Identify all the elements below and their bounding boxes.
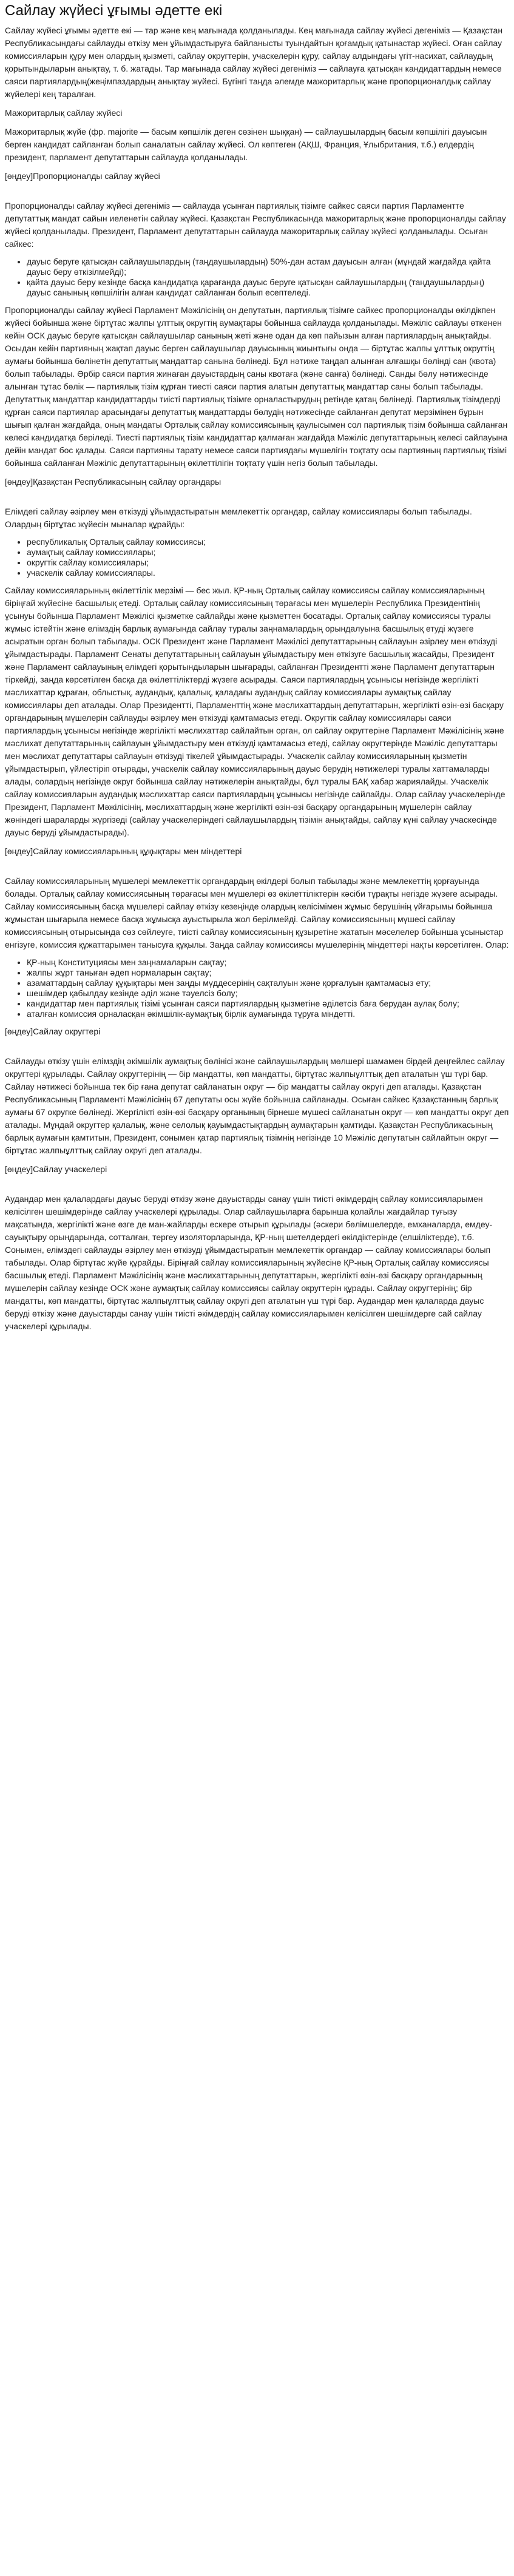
section-polling-stations: [5, 1163, 509, 1333]
section-paragraph: Елімдегі сайлау әзірлеу мен өткізуді ұйымдастыратын мемлекеттік органдар, сайлау комиссиялары болып табылады. Олардың біртұтас жүйесін мыналар құрайды:: [5, 507, 472, 529]
section-heading-text[interactable]: [өңдеу]Сайлау комиссияларының құқықтары мен міндеттері: [5, 846, 242, 856]
list-item: • кандидаттар мен партиялық тізімі ұсынған саяси партиялардың қызметіне әділетсіз баға берудан аулақ болу;: [27, 999, 509, 1009]
section-heading[interactable]: [5, 1025, 509, 1038]
section-proportional: [5, 170, 509, 470]
bullet-list: [5, 257, 509, 298]
section-paragraph: Сайлау комиссияларының мүшелері мемлекеттік органдардың өкілдері болып табылады және мемлекеттің қорғауында болады. Орталық сайлау комиссиясының төрағасы мен мүшелері өз өкілеттіліктерін кәсіби тұрақты негізде жүзеге асырады. Сайлау комиссиясының басқа мүшелері сайлау өткізу кезеңінде олардың келісімімен жұмыс берушінің үйғарымы бойынша жұмыстан шығарыла немесе басқа жұмысқа ауыстырыла жол берілмейді. Сайлау комиссиясының мүшесі сайлау комиссиясының отырысында сөз сөйлеуге, тиісті сайлау комиссиясының құзыретіне жататын мәселелер бойынша ұсыныстар енгізуге, комиссия құжаттарымен танысуға құқылы. Заңда сайлау комиссиясы мүшелерінің міндеттері нақты көрсетілген. Олар:: [5, 876, 509, 949]
section-heading-text[interactable]: [өңдеу]Қазақстан Республикасының сайлау органдары: [5, 477, 221, 487]
list-item: • ҚР-ның Конституциясы мен заңнамаларын сақтау;: [27, 957, 509, 968]
section-heading[interactable]: [5, 476, 509, 488]
spacer: [5, 864, 509, 875]
list-item: • республикалық Орталық сайлау комиссиясы;: [27, 537, 509, 547]
section-paragraph: Пропорционалды сайлау жүйесі Парламент Мәжілісінің он депутатын, партиялық тізімге сайкес пропорционалды өкілдікпен жүйесі бойынша және біртұтас жалпы ұлттық округтің аумақтары бойынша сайлауда қолданылады. Мәжіліс сайлауы өткенен кейін ОСК дауыс беруге қатысқан сайлаушылар санының жеті және одан да көп пайызын алған партиялардың анықтайды. Осыдан кейін партияның жақтап дауыс берген сайлаушылар дауысының жиынтығы онда — біртұтас жалпы ұлттық округтің аумағы бойынша бөлінетін депутаттық мандаттар санына бөлінеді. Бұл нәтиже таңдап алынған алғашқы бөлінді сан (квота) болып табылады. Әрбір саяси партия жинаған дауыстардың саны квотаға (және санға) бөлінеді. Санды бөлу нәтижесінде алынған тұтас бөлік — партиялық тізім құрған тиесті саяси партия алатын депутаттық мандаттар саны болып табылады. Депутаттық мандаттар кандидаттарды тиісті партиялық тізімге орналастырудың ретінде қатаң бөлінеді. Партиялық тізімдерді құрған саяси партиялар арасындағы депутаттық мандаттарды бөлудің нәтижесінде сайланған депутат мерзімінен бұрын шығып қалған жағдайда, оның мандаты Орталық сайлау комиссиясының қаулысымен сол партиялық тізім бойынша сайланған келесі кандидатқа беріледі. Тиесті партиялық тізім кандидаттар қалмаған жағдайда Мәжіліс депутаттарының келесі сайлауына дейін мандат бос қалады. Саяси партияны тарату немесе саяси партиядағы мүшелігін тоқтату осы партияның партиялық тізімі бойынша сайланған Мәжіліс депутаттарының өкілеттілігін тоқтату үшін негіз болып табылады.: [5, 305, 508, 468]
list-item: • шешімдер қабылдау кезінде әділ және тәуелсіз болу;: [27, 988, 509, 999]
section-heading[interactable]: [5, 170, 509, 183]
list-item: • қайта дауыс беру кезінде басқа кандидатқа қарағанда дауыс беруге қатысқан сайлаушылардың (таңдаушылардың) дауыс санының көпшілігін алған кандидат сайланған болып есептеледі.: [27, 277, 509, 298]
section-paragraph: Аудандар мен қалалардағы дауыс беруді өткізу және дауыстарды санау үшін тиісті әкімдердің сайлау комиссияларымен келісілген шешімдерінде сайлау учаскелері құрылады. Олар сайлаушыларға барынша қолайлы жағдайлар туғызу мақсатында, жергілікті және өзге де ман-жайларды ескере отырып құрылады (әскери бөлімшелерде, емханаларда, емдеу-сауықтыру орындарында, сотталған, тергеу изоляторларында, ҚР-ның шетелдердегі өкілдіктерінде (елшіліктерде), т.б. Сонымен, елімздегі сайлауды әзірлеу мен өткізуді ұйымдастыратын мемлекеттік органдар — сайлау комиссиялары болып табылады. Олар біртұтас жүйе құрайды. Біріңғай сайлау комиссияларының жүйесіне ҚР-ның Орталық сайлау комиссиясы басшылық етеді. Парламент Мәжілісінің және мәслихаттарының депутаттарын, жергілікті өзін-өзі басқару органдарының мүшелерін сайлау кезінде ОСК және аумақтық сайлау комиссиясы сайлау округтерін құрады. Сайлау округтерінің; бір мандатты, көп мандатты, біртұтас жалпыұлттық сайлау округі деп аталатын үш түрі бар. Аудандар мен қалаларда дауыс беруді өткізу және дауыстарды санау үшін тиісті әкімдердің сайлау комиссияларымен келісілген шешімдерге сай сайлау учаскелері құрылады.: [5, 1194, 493, 1331]
spacer: [5, 1182, 509, 1193]
section-heading-text[interactable]: [өңдеу]Сайлау учаскелері: [5, 1164, 107, 1174]
section-commission-rights: [5, 845, 509, 1019]
intro-paragraph: Мажоритарлық жүйе (фр. majorite — басым көпшілік деген сөзінен шыққан) — сайлаушылардың басым көпшілігі дауысын берген кандидат сайланған болып саналатын сайлау жүйесі. Ол көптеген (АҚШ, Франция, Ұлыбритания, т.б.) елдердің президент, парламент депутаттарын сайлауда қолданылады.: [5, 127, 487, 162]
section-paragraph: Сайлауды өткізу үшін елімздің әкімшілік аумақтық бөлінісі және сайлаушылардың мөлшері шамамен бірдей деңгейлес сайлау округтері құрылады. Сайлау округтерінің — бір мандатты, көп мандатты, біртұтас жалпыұлттық деп аталатын үш түрі бар. Сайлау нәтижесі бойынша тек бір ғана депутат сайланатын округ — бір мандатты сайлау округі деп аталады. Қазақстан Республикасының Парламенті Мәжілісінің 67 депутаты осы жүйе бойынша сайланады. Осыған сайкес Қазақстанның барлық аумағы 67 округке бөлінеді. Жергілікті өзін-өзі басқару органының бірнеше мүшесі сайланатын округ — көп мандатты округ деп аталады. Мұндай округтер қалалық, және селолық қауымдастықтардың аумақтарын қамтиды. Қазақстан Республикасының барлық аумағын қамтитын, Президент, сонымен қатар партиялық тізімнің негізінде 10 Мәжіліс депутатын сайлайтын округ — біртұтас жалпыұлттық сайлау округі деп аталады.: [5, 1056, 509, 1155]
section-heading[interactable]: [5, 1163, 509, 1176]
list-item: • учаскелік сайлау комиссиялары.: [27, 568, 509, 578]
list-item: • жалпы жұрт таныған әдеп нормаларын сақтау;: [27, 968, 509, 978]
section-paragraph: Сайлау комиссияларының өкілеттілік мерзімі — бес жыл. ҚР-ның Орталық сайлау комиссиясы сайлау комиссияларының біріңғай жүйесіне басшылық етеді. Орталық сайлау комиссиясының төрағасы мен мүшелерін Республика Президентінің ұсынуы бойынша Парламент Мәжілісі қызметке сайлайды және қызметтен босатады. Орталық сайлау комиссиясы туралы жұмыс істейтін және елімздің барлық аумағында сайлау туралы заңнамалардың орындалуына басшылық етуді жүзеге асыратын орган болып табылады. ОСК Президент және Парламент Мәжілісі депутаттарының сайлауын әзірлеу мен өткізуді ұйымдастырады. Парламент Сенаты депутаттарының сайлауын ұйымдастыру мен өткізуге басшылық жасайды, Президент және Парламент сайлауының елімдегі қорытындыларын шығарады, сайланған Президентті және Парламент депутаттарын тіркейді, заңда көрсетілген басқа да өкілеттіліктерді жүзеге асырады. Саяси партиялардың ұсынысы негізінде жергілікті мәслихаттар құраған, облыстық, аудандық, қалалық, қаладағы аудандық сайлау комиссиялары аумақтық сайлау комиссиялары деп аталады. Олар Президентті, Парламенттің және мәслихаттардың депутаттарын, жергілікті өзін-өзі басқару органдарының мүшелерін сайлауды әзірлеу мен өткізуді қамтамасыз етеді. Округтік сайлау комиссиялары саяси партиялардың ұсынысы негізінде жергілікті мәслихаттар сайлайтын орган, ол сайлау округтеріне Парламент Мәжілісінің және мәслихат депутаттарының сайлауын ұйымдастыру мен өткізуді қамтамасыз етеді, сайлау округтерінде Мәжіліс депутаттары мен мәслихат депутаттары сайлауын өткізуді тікелей ұйымдастырады. Учаскелік сайлау комиссияларының қызметін ұйымдастырып, үйлестіріп отырады, учаскелік сайлау комиссияларының дауыс берудің нәтижелері туралы хаттамаларды алады, солардың негізінде округ бойынша сайлау нәтижелерін анықтайды, бұл туралы БАҚ хабар жариялайды. Учаскелік сайлау комиссияларын аудандық мәслихаттар саяси партиялардың ұсынысы негізінде сайлайды. Олар сайлау учаскелерінде Президент, Парламент Мәжілісінің, мәслихаттардың және жергілікті өзін-өзі басқару органдарының мүшелерін сайлау жөніндегі шараларды жүргізеді (сайлау учаскелеріндегі сайлаушылардың тізімін анықтайды, сайлау күні сайлау учаскесінде дауыс беруді ұйымдастырады).: [5, 585, 506, 837]
list-item: • азаматтардың сайлау құқықтары мен заңды мүддесерінің сақталуын және қорғалуын қамтамасыз ету;: [27, 978, 509, 988]
section-paragraph: Пропорционалды сайлау жүйесі дегеніміз — сайлауда ұсынған партиялық тізімге сайкес саяси партия Парламентте депутаттық мандат сайын иеленетін сайлау жүйесі. Қазақстан Республикасында мажоритарлық және пропорционалды сайлау жүйесі қолданылады. Президент, Парламент депутаттарын сайлауда мажоритарлық сайлау жүйесі қолданылады. Осыған сайкес:: [5, 201, 506, 249]
subheading-majoritarian: Мажоритарлық сайлау жүйесі: [5, 108, 123, 118]
page-title: Сайлау жүйесі ұғымы әдетте екі: [5, 2, 223, 19]
spacer: [5, 189, 509, 200]
section-election-bodies: [5, 476, 509, 839]
list-item: • дауыс беруге қатысқан сайлаушылардың (таңдаушылардың) 50%-дан астам дауысын алған (мұндай жағдайда қайта дауыс беру өткізілмейді);: [27, 257, 509, 277]
list-item: • аталған комиссия орналасқан әкімшілік-аумақтық бірлік аумағында тұруға міндетті.: [27, 1009, 509, 1019]
bullet-list: [5, 957, 509, 1019]
list-item: • округтік сайлау комиссиялары;: [27, 558, 509, 568]
list-item: • аумақтық сайлау комиссиялары;: [27, 547, 509, 558]
section-heading-text[interactable]: [өңдеу]Пропорционалды сайлау жүйесі: [5, 171, 160, 181]
bullet-list: [5, 537, 509, 578]
section-election-districts: [5, 1025, 509, 1157]
spacer: [5, 1044, 509, 1055]
intro-paragraph: Сайлау жүйесі ұғымы әдетте екі — тар және кең мағынада қолданылады. Кең мағынада сайлау жүйесі дегеніміз — Қазақстан Республикасындағы сайлауды өткізу мен ұйымдастыруға байланысты туындайтын қоғамдық қатынастар жүйесі. Оған сайлау комиссияларын құру мен олардың қызметі, сайлау округтерін, учаскелерін құру, сайлау алдындағы үгіт-насихат, сайлаудың қорытындыларын анықтау, т. б. жатады. Тар мағынада сайлау жүйесі дегеніміз — сайлауға қатысқан кандидаттардың немесе саяси партиялардың(жеңімпаздардың анықтау жүйесі. Бүгінгі таңда әлемде мажоритарлық және пропорционалдық сайлау жүйелері кең таралған.: [5, 25, 503, 99]
spacer: [5, 494, 509, 505]
section-heading[interactable]: [5, 845, 509, 858]
section-heading-text[interactable]: [өңдеу]Сайлау округтері: [5, 1027, 101, 1036]
